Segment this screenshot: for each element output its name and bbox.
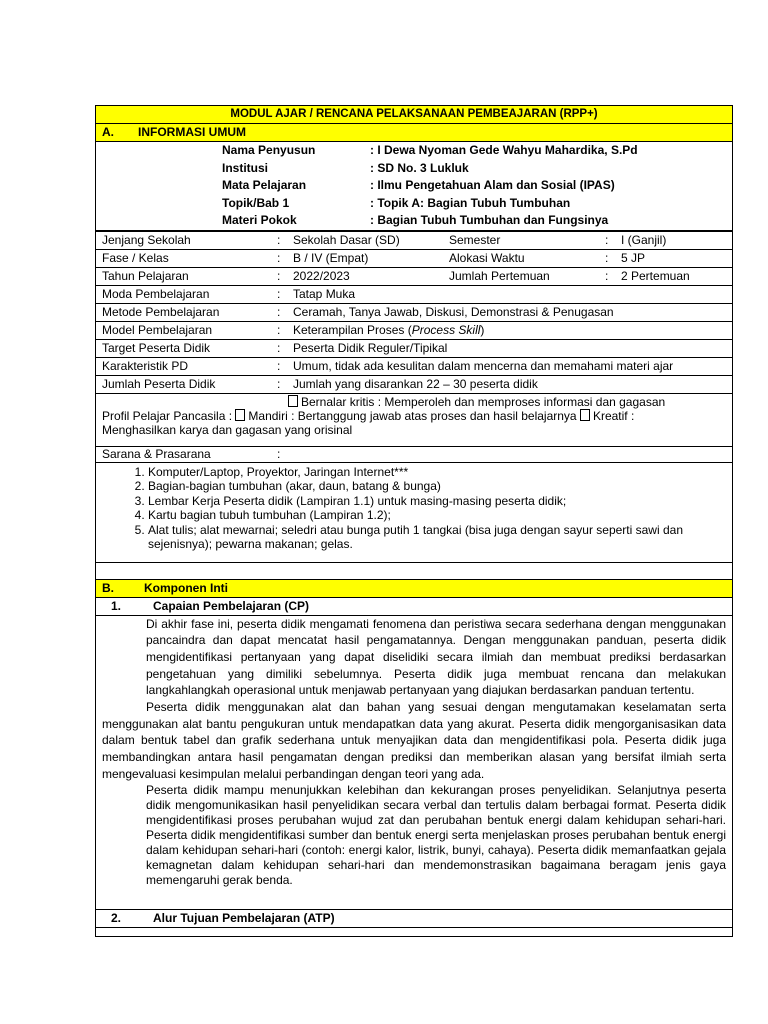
- checkbox-icon: [580, 409, 590, 421]
- colon: :: [277, 322, 281, 337]
- info-row: [96, 375, 733, 393]
- info-head-row: [102, 212, 726, 230]
- sarana-label: Sarana & Prasarana: [102, 446, 211, 461]
- info-row: [96, 339, 733, 357]
- info-label: Metode Pembelajaran: [102, 304, 220, 319]
- info-row: [96, 249, 733, 267]
- info-label: Target Peserta Didik: [102, 340, 211, 355]
- atp-number: 2.: [111, 910, 122, 925]
- sarana-item: 3. Lembar Kerja Peserta didik (Lampiran 1.1) untuk masing-masing peserta didik;: [148, 494, 726, 509]
- info-head-label: Mata Pelajaran: [222, 178, 307, 192]
- info-value: Umum, tidak ada kesulitan dalam mencerna dan memahami materi ajar: [293, 358, 674, 373]
- info-table: [95, 231, 733, 937]
- info-head-block: [96, 142, 733, 231]
- info-head-value: : Ilmu Pengetahuan Alam dan Sosial (IPAS): [370, 178, 615, 192]
- sarana-list-cell: [96, 462, 733, 562]
- cp-label: Capaian Pembelajaran (CP): [153, 598, 310, 613]
- info-head-label: Topik/Bab 1: [222, 195, 290, 210]
- colon: :: [277, 340, 281, 355]
- info-value-2: 2 Pertemuan: [621, 268, 690, 283]
- info-head-row: [102, 142, 726, 160]
- sarana-item: 2. Bagian-bagian tumbuhan (akar, daun, batang & bunga): [148, 479, 726, 494]
- sarana-row: [96, 446, 733, 462]
- section-a-letter: A.: [102, 125, 114, 139]
- colon: :: [277, 250, 281, 265]
- colon: :: [605, 250, 609, 265]
- info-value: Sekolah Dasar (SD): [293, 232, 400, 247]
- cp-content: [96, 615, 733, 909]
- info-head-value: : SD No. 3 Lukluk: [370, 160, 469, 175]
- cp-paragraph-3: Peserta didik mampu menunjukkan kelebihan dan kekurangan proses penyelidikan. Selanjutnya peserta didik mengomunikasikan hasil penyelidikan secara verbal dan tertulis dalam berbagai format. Peserta didik mengidentifikasi proses perubahan wujud zat dan perubahan bentuk energi dalam kehidupan sehari-hari. Peserta didik mengidentifikasi sumber dan bentuk energi serta menjelaskan proses perubahan bentuk energi dalam kehidupan sehari-hari (contoh: energi kalor, listrik, bunyi, cahaya). Peserta didik memanfaatkan gejala kemagnetan dalam kehidupan sehari-hari dan mendemonstrasikan bagaimana beragam jenis gaya memengaruhi gerak benda.: [146, 782, 726, 887]
- info-head-value: : I Dewa Nyoman Gede Wahyu Mahardika, S.Pd: [370, 143, 638, 157]
- info-row: [96, 303, 733, 321]
- cp-header: [96, 597, 733, 615]
- info-label: Fase / Kelas: [102, 250, 169, 265]
- section-a-label: INFORMASI UMUM: [138, 125, 246, 139]
- info-head-value: : Bagian Tubuh Tumbuhan dan Fungsinya: [370, 213, 609, 227]
- info-value: 2022/2023: [293, 268, 350, 283]
- atp-header: [96, 909, 733, 927]
- section-a-header: [96, 124, 733, 142]
- spacer-row: [96, 562, 733, 579]
- info-label: Jenjang Sekolah: [102, 232, 191, 247]
- colon: :: [277, 232, 281, 247]
- info-label-2: Jumlah Pertemuan: [449, 268, 550, 283]
- info-value: Jumlah yang disarankan 22 – 30 peserta didik: [293, 376, 538, 391]
- info-value: Tatap Muka: [293, 286, 356, 301]
- info-head-value: : Topik A: Bagian Tubuh Tumbuhan: [370, 195, 571, 210]
- cp-number: 1.: [111, 598, 122, 613]
- section-b-letter: B.: [102, 580, 114, 595]
- info-label: Moda Pembelajaran: [102, 286, 210, 301]
- info-head-row: [102, 160, 726, 178]
- profil-row: [96, 393, 733, 446]
- cp-paragraph-2: Peserta didik menggunakan alat dan bahan yang sesuai dengan mengutamakan keselamatan serta menggunakan alat bantu pengukuran untuk mendapatkan data yang akurat. Peserta didik mengorganisasikan data dalam bentuk tabel dan grafik sederhana untuk menyajikan data dan mengidentifikasi pola. Peserta didik juga membandingkan antara hasil pengamatan dengan prediksi dan memberikan alasan yang bersifat ilmiah serta mengevaluasi kesimpulan melalui perbandingan dengan teori yang ada.: [102, 700, 726, 781]
- info-head-label: Materi Pokok: [222, 213, 297, 227]
- section-b-label: Komponen Inti: [144, 580, 228, 595]
- cp-paragraph-1: Di akhir fase ini, peserta didik mengamati fenomena dan peristiwa secara sederhana dengan menggunakan pancaindra dan dapat mencatat hasil pengamatannya. Dengan menggunakan panduan, peserta didik mengidentifikasi pertanyaan yang dapat diselidiki secara ilmiah dan membuat prediksi berdasarkan pengetahuan yang dimiliki sebelumnya. Peserta didik juga membuat rencana dan melakukan langkahlangkah operasional untuk menjawab pertanyaan yang diajukan berdasarkan panduan tertentu.: [146, 616, 726, 698]
- info-head-row: [102, 177, 726, 195]
- info-row: [96, 321, 733, 339]
- info-head-label: Institusi: [222, 160, 269, 175]
- atp-content: [96, 927, 733, 936]
- info-row: [96, 357, 733, 375]
- sarana-list: [102, 465, 726, 552]
- atp-label: Alur Tujuan Pembelajaran (ATP): [153, 910, 335, 925]
- colon: :: [277, 446, 281, 461]
- profil-kreatif: Kreatif :: [592, 408, 635, 423]
- info-row: [96, 285, 733, 303]
- section-b-header: [96, 579, 733, 597]
- info-label: Jumlah Peserta Didik: [102, 376, 216, 391]
- info-label: Tahun Pelajaran: [102, 268, 189, 283]
- info-value-2: 5 JP: [621, 250, 646, 265]
- sarana-item: 4. Kartu bagian tubuh tumbuhan (Lampiran 1.2);: [148, 508, 726, 523]
- profil-bernalar: Bernalar kritis : Memperoleh dan memproses informasi dan gagasan: [301, 394, 666, 409]
- colon: :: [277, 304, 281, 319]
- info-row: [96, 231, 733, 249]
- checkbox-icon: [288, 395, 298, 407]
- colon: :: [277, 286, 281, 301]
- colon: :: [277, 358, 281, 373]
- info-label: Model Pembelajaran: [102, 322, 213, 337]
- info-value: Keterampilan Proses (Process Skill): [293, 322, 485, 337]
- colon: :: [605, 232, 609, 247]
- info-value: Peserta Didik Reguler/Tipikal: [293, 340, 448, 355]
- info-value-2: I (Ganjil): [621, 232, 667, 247]
- info-head-label: Nama Penyusun: [222, 143, 316, 157]
- profil-mandiri: Mandiri : Bertanggung jawab atas proses dan hasil belajarnya: [248, 408, 577, 423]
- info-head-row: [102, 195, 726, 213]
- info-value: B / IV (Empat): [293, 250, 369, 265]
- colon: :: [277, 268, 281, 283]
- colon: :: [277, 376, 281, 391]
- info-label-2: Semester: [449, 232, 501, 247]
- info-row: [96, 267, 733, 285]
- colon: :: [605, 268, 609, 283]
- profil-label: Profil Pelajar Pancasila :: [102, 408, 233, 423]
- sarana-item: 5. Alat tulis; alat mewarnai; seledri atau bunga putih 1 tangkai (bisa juga dengan sayur seperti sawi dan sejenisnya); pewarna makanan; gelas.: [148, 523, 726, 552]
- profil-kreatif-desc: Menghasilkan karya dan gagasan yang orisinal: [102, 422, 353, 437]
- sarana-item: 1. Komputer/Laptop, Proyektor, Jaringan Internet***: [148, 465, 726, 480]
- info-label-2: Alokasi Waktu: [449, 250, 525, 265]
- info-label: Karakteristik PD: [102, 358, 189, 373]
- document-title: MODUL AJAR / RENCANA PELAKSANAAN PEMBEAJARAN (RPP+): [96, 106, 733, 124]
- rpp-table: [95, 105, 733, 231]
- rpp-document: [95, 105, 733, 937]
- checkbox-icon: [235, 409, 245, 421]
- info-value: Ceramah, Tanya Jawab, Diskusi, Demonstrasi & Penugasan: [293, 304, 614, 319]
